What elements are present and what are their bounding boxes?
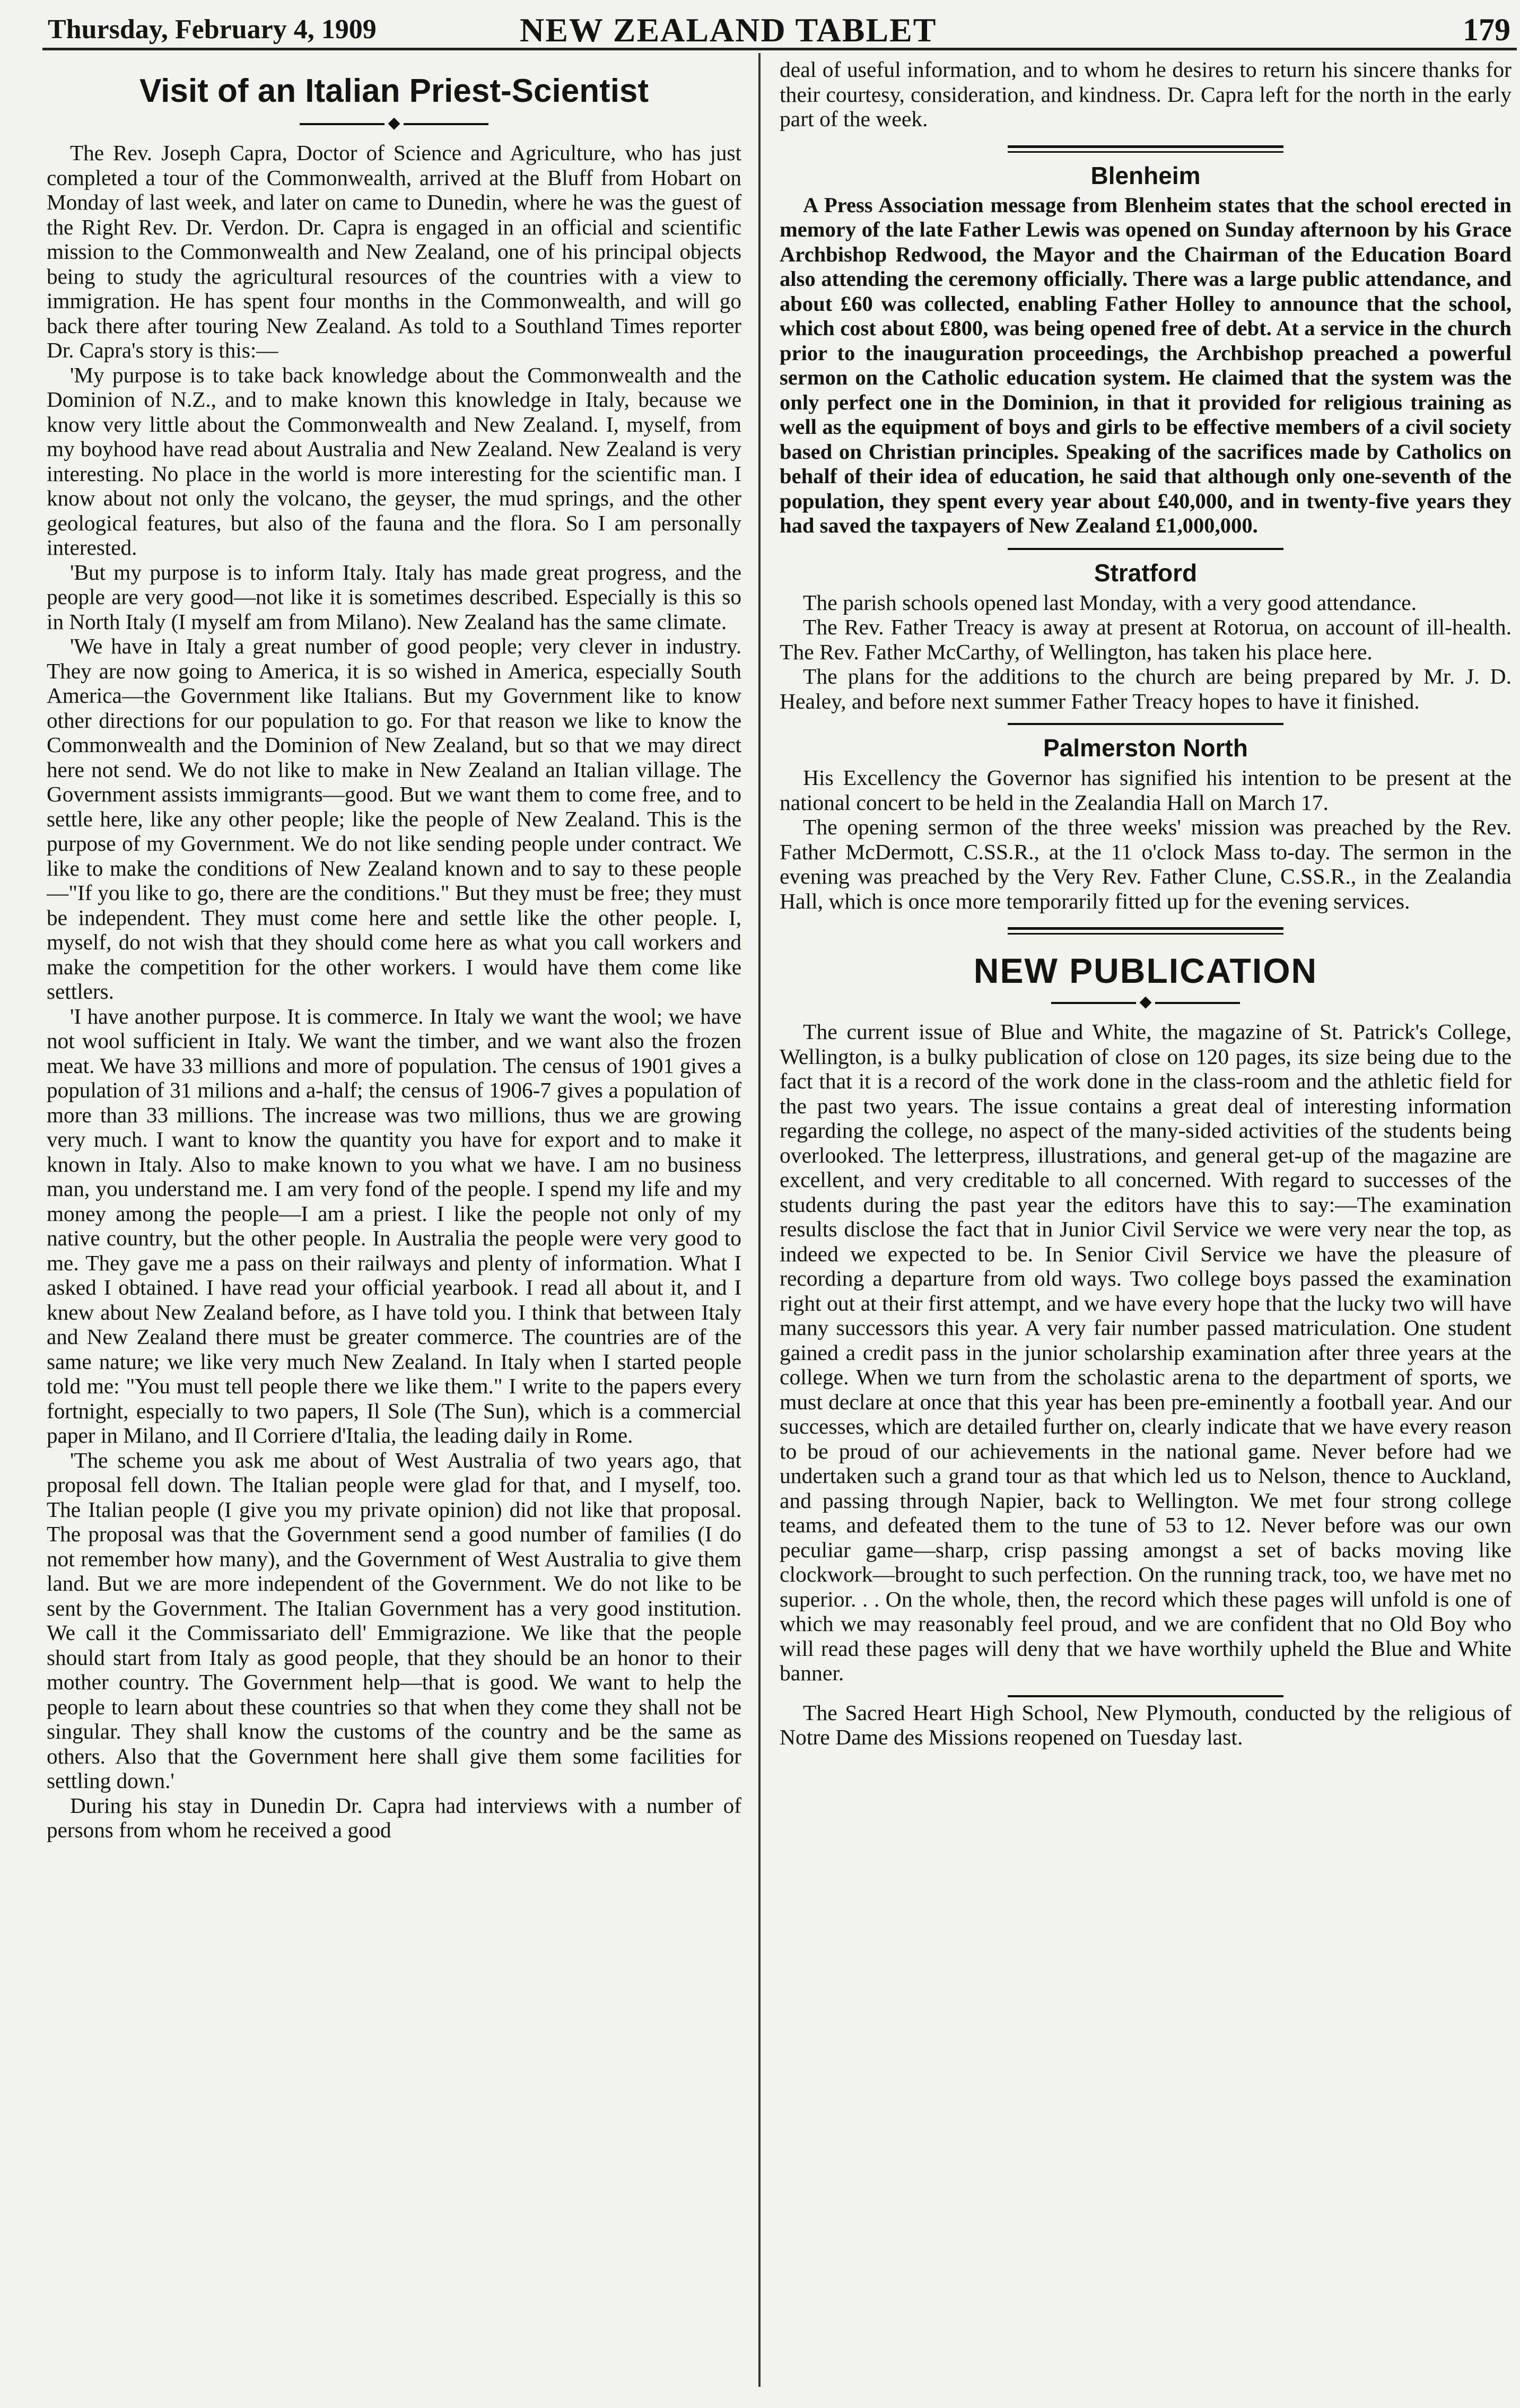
publication-title: NEW ZEALAND TABLET bbox=[520, 11, 937, 49]
title-ornament: ◆ bbox=[47, 115, 741, 131]
right-column bbox=[780, 57, 1512, 2387]
article-paragraph: 'I have another purpose. It is commerce. In Italy we want the wool; we have not wool sufficient in Italy. We want the timber, and we want also the frozen meat. We have 33 millions and more of population. The census of 1901 gives a population of 31 milions and a-half; the census of 1906-7 gives a population of more than 33 millions. The increase was two millions, thus we are growing very much. I want to know the quantity you have for export and to make it known in Italy. Also to make known to you what we have. I am no business man, you understand me. I am very fond of the people. I spend my life and my money among the people—I am a priest. I like the people not only of my native country, but the other people. In Australia the people were very good to me. They gave me a pass on their railways and plenty of information. What I asked I obtained. I have read your official yearbook. I read all about it, and I knew about New Zealand before, as I have told you. I think that between Italy and New Zealand there must be greater commerce. The countries are of the same nature; we like very much New Zealand. In Italy when I started people told me: "You must tell people there we like them." I write to the papers every fortnight, especially to two papers, Il Sole (The Sun), which is a commercial paper in Milano, and Il Corriere d'Italia, the leading daily in Rome. bbox=[47, 1004, 741, 1447]
blenheim-section bbox=[780, 193, 1512, 538]
stratford-paragraph: The Rev. Father Treacy is away at present at Rotorua, on account of ill-health. The Rev. Father McCarthy, of Wellington, has taken his place here. bbox=[780, 615, 1512, 664]
article-paragraph: 'But my purpose is to inform Italy. Italy has made great progress, and the people are very good—not like it is sometimes described. Especially is this so in North Italy (I myself am from Milano). New Zealand has the same climate. bbox=[47, 560, 741, 634]
closing-paragraph: The Sacred Heart High School, New Plymouth, conducted by the religious of Notre Dame des Missions reopened on Tuesday last. bbox=[780, 1700, 1512, 1749]
publication-paragraph: The current issue of Blue and White, the magazine of St. Patrick's College, Wellington, is a bulky publication of close on 120 pages, its size being due to the fact that it is a record of the work done in the class-room and the athletic field for the past two years. The issue contains a great deal of interesting information regarding the college, no aspect of the many-sided activities of the students being overlooked. The letterpress, illustrations, and general get-up of the magazine are excellent, and very creditable to all concerned. With regard to successes of the students during the past year the editors have this to say:—The examination results disclose the fact that in Junior Civil Service we were very near the top, as indeed we expected to be. In Senior Civil Service we have the pleasure of recording a departure from old ways. Two college boys passed the examination right out at their first attempt, and we have every hope that the lucky two will have many successors this year. A very fair number passed matriculation. One student gained a credit pass in the junior scholarship examination after three years at the college. When we turn from the scholastic arena to the department of sports, we must declare at once that this year has been pre-eminently a football year. And our successes, which are detailed further on, clearly indicate that we have every reason to be proud of our achievements in the national game. Never before had we undertaken such a grand tour as that which led us to Nelson, thence to Auckland, and passing through Napier, back to Wellington. We met four strong college teams, and defeated them to the tune of 53 to 12. Never before was our own peculiar game—sharp, crisp passing amongst a set of backs moving like clockwork—brought to such perfection. On the running track, too, we have met no superior. . . On the whole, then, the record which these pages will unfold is one of which we may reasonably feel proud, and we are confident that no Old Boy who will read these pages will deny that we have worthily upheld the Blue and White banner. bbox=[780, 1019, 1512, 1685]
section-rule bbox=[1008, 145, 1283, 153]
column-divider bbox=[758, 53, 761, 2387]
section-rule bbox=[1008, 548, 1283, 550]
publication-heading: NEW PUBLICATION bbox=[973, 951, 1318, 990]
blenheim-heading: Blenheim bbox=[1090, 161, 1201, 189]
stratford-paragraph: The parish schools opened last Monday, with a very good attendance. bbox=[803, 590, 1417, 615]
stratford-paragraph: The plans for the additions to the church are being prepared by Mr. J. D. Healey, and before next summer Father Treacy hopes to have it finished. bbox=[780, 664, 1512, 713]
stratford-heading: Stratford bbox=[1094, 559, 1198, 587]
section-rule bbox=[1008, 927, 1283, 935]
article-title: Visit of an Italian Priest-Scientist bbox=[139, 73, 649, 109]
article-paragraph: During his stay in Dunedin Dr. Capra had interviews with a number of persons from whom he received a good bbox=[47, 1793, 741, 1842]
heading-ornament: ◆ bbox=[780, 994, 1512, 1010]
masthead bbox=[42, 10, 1517, 50]
left-column bbox=[47, 57, 741, 2387]
palmerston-paragraph: The opening sermon of the three weeks' mission was preached by the Rev. Father McDermott, C.SS.R., at the 11 o'clock Mass to-day. The sermon in the evening was preached by the Very Rev. Father Clune, C.SS.R., in the Zealandia Hall, which is once more temporarily fitted up for the evening services. bbox=[780, 815, 1512, 913]
palmerston-paragraph: His Excellency the Governor has signified his intention to be present at the national concert to be held in the Zealandia Hall on March 17. bbox=[780, 765, 1512, 815]
page-number: 179 bbox=[1463, 12, 1510, 47]
issue-date: Thursday, February 4, 1909 bbox=[48, 14, 377, 45]
article-paragraph: The Rev. Joseph Capra, Doctor of Science and Agriculture, who has just completed a tour of the Commonwealth, arrived at the Bluff from Hobart on Monday of last week, and later on came to Dunedin, where he was the guest of the Right Rev. Dr. Verdon. Dr. Capra is engaged in an official and scientific mission to the Commonwealth and New Zealand, one of his principal objects being to study the agricultural resources of the countries with a view to immigration. He has spent four months in the Commonwealth, and will go back there after touring New Zealand. As told to a Southland Times reporter Dr. Capra's story is this:— bbox=[47, 141, 741, 362]
article-paragraph: 'We have in Italy a great number of good people; very clever in industry. They are now going to America, it is so wished in America, especially South America—the Government like Italians. But my Government like to know other directions for our population to go. For that reason we like to know the Commonwealth and the Dominion of New Zealand, but so that we may direct here not send. We do not like to make in New Zealand an Italian village. The Government assists immigrants—good. But we want them to come free, and to settle here, like any other people; like the people of New Zealand. This is the purpose of my Government. We do not like sending people under contract. We like to make the conditions of New Zealand known and to say to these people—"If you like to go, there are the conditions." But they must be free; they must be independent. They must come here and settle like the other people. I, myself, do not wish that they should come here as what you call workers and make the competition for the other workers. I would have them come like settlers. bbox=[47, 634, 741, 1004]
blenheim-paragraph: A Press Association message from Blenheim states that the school erected in memory of the late Father Lewis was opened on Sunday afternoon by his Grace Archbishop Redwood, the Mayor and the Chairman of the Education Board also attending the ceremony officially. There was a large public attendance, and about £60 was collected, enabling Father Holley to announce that the school, which cost about £800, was being opened free of debt. At a service in the church prior to the inauguration proceedings, the Archbishop preached a powerful sermon on the Catholic education system. He claimed that the system was the only perfect one in the Dominion, in that it provided for religious training as well as the equipment of boys and girls to be effective members of a civil society based on Christian principles. Speaking of the sacrifices made by Catholics on behalf of their idea of education, he said that although only one-seventh of the population, they spent every year about £40,000, and in twenty-five years they had saved the taxpayers of New Zealand £1,000,000. bbox=[780, 193, 1512, 537]
article-paragraph: 'My purpose is to take back knowledge about the Commonwealth and the Dominion of N.Z., and to make known this knowledge in Italy, because we know very little about the Commonwealth and New Zealand. I, myself, from my boyhood have read about Australia and New Zealand. New Zealand is very interesting. No place in the world is more interesting for the scientific man. I know about not only the volcano, the geyser, the mud springs, and the other geological features, but also of the fauna and the flora. So I am personally interested. bbox=[47, 362, 741, 560]
section-rule bbox=[1008, 1695, 1283, 1697]
article-continuation: deal of useful information, and to whom he desires to return his sincere thanks for their courtesy, consideration, and kindness. Dr. Capra left for the north in the early part of the week. bbox=[780, 57, 1512, 131]
section-rule bbox=[1008, 723, 1283, 725]
article-paragraph: 'The scheme you ask me about of West Australia of two years ago, that proposal fell down. The Italian people were glad for that, and I myself, too. The Italian people (I give you my private opinion) did not like that proposal. The proposal was that the Government send a good number of families (I do not remember how many), and the Government of West Australia to give them land. But we are more independent of the Government. We do not like to be sent by the Government. The Italian Government has a very good institution. We call it the Commissariato dell' Emmigrazione. We like that the people should start from Italy as good people, that they should be an honor to their mother country. The Government help—that is good. We want to help the people to learn about these countries so that when they come they shall not be singular. They shall know the customs of the country and be the same as others. Also that the Government here shall give them some facilities for settling down.' bbox=[47, 1447, 741, 1793]
palmerston-heading: Palmerston North bbox=[1043, 734, 1248, 762]
